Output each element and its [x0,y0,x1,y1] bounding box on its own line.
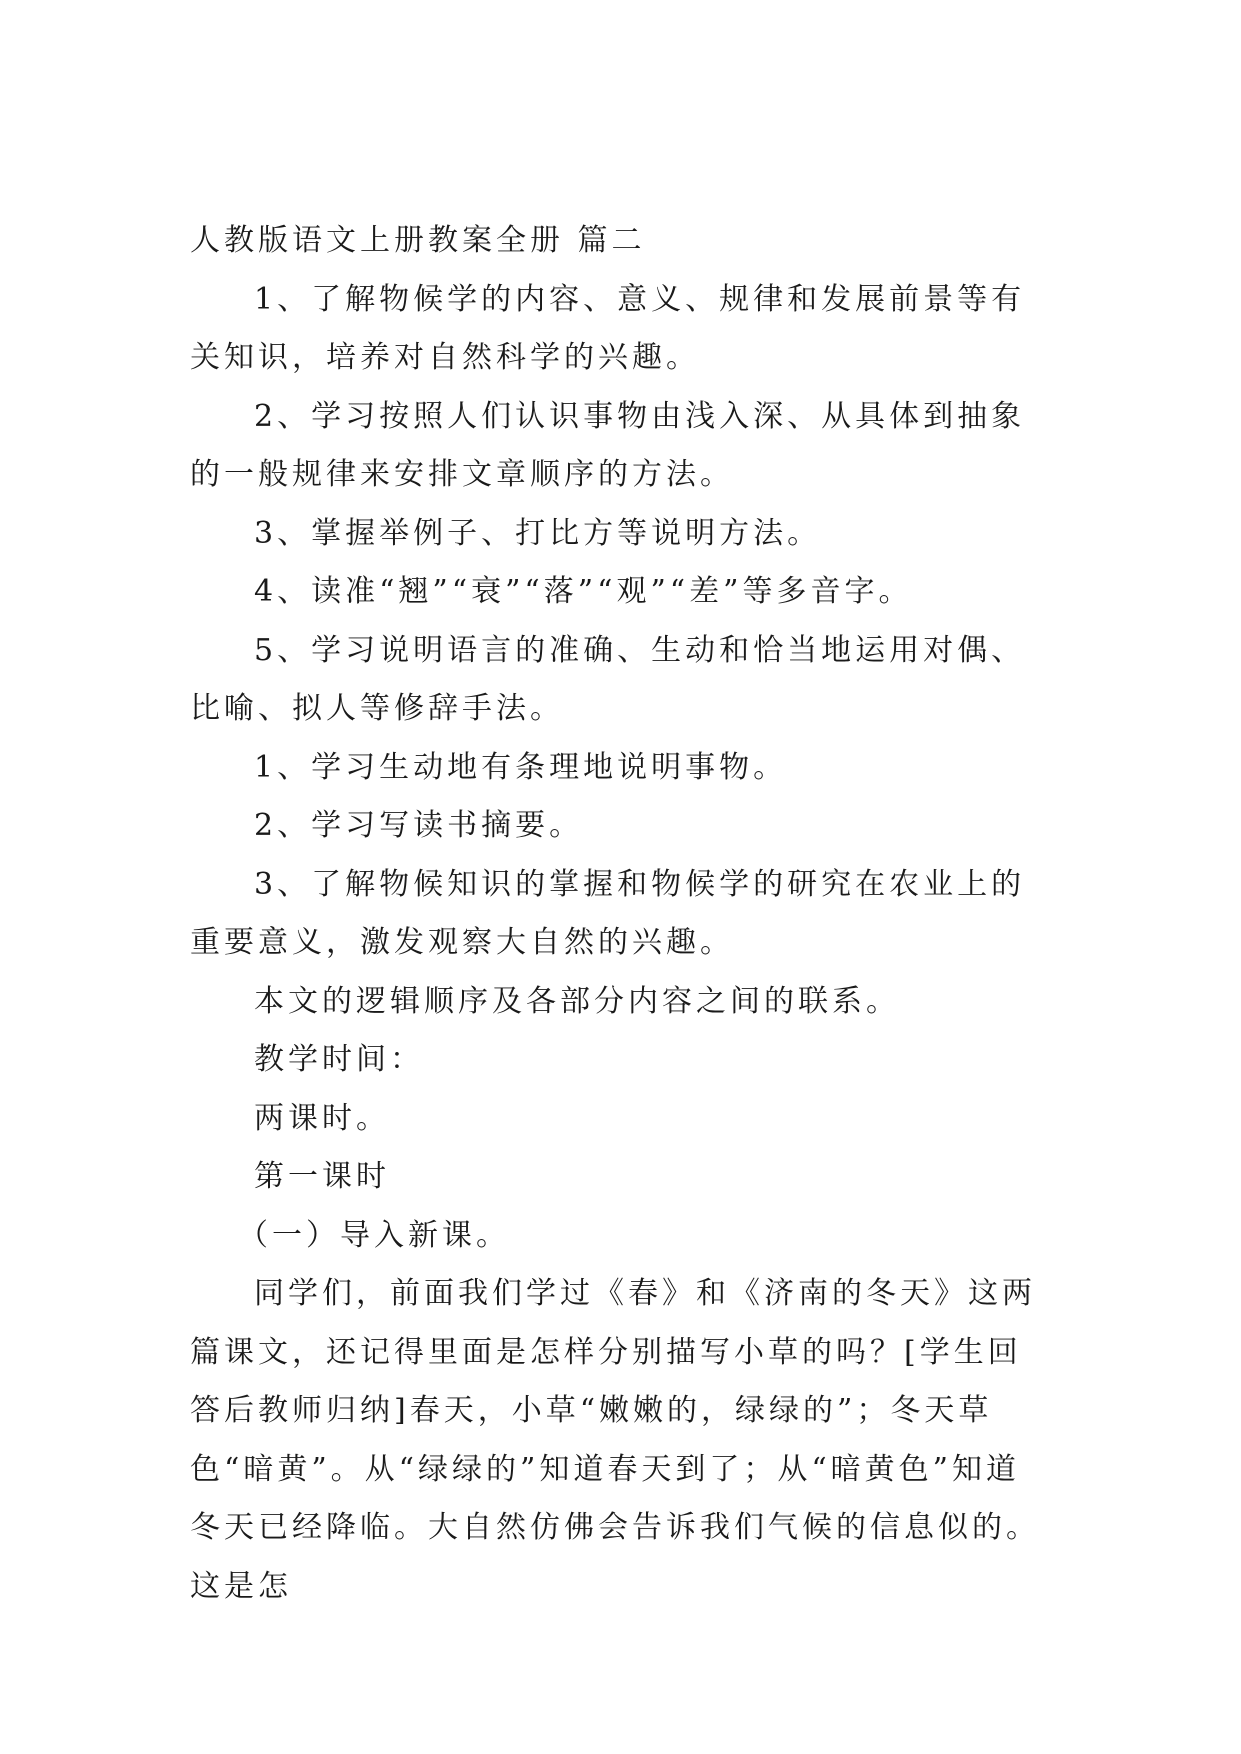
paragraph-introduction: 同学们，前面我们学过《春》和《济南的冬天》这两篇课文，还记得里面是怎样分别描写小草的吗？[学生回答后教师归纳]春天，小草“嫩嫩的，绿绿的”；冬天草色“暗黄”。从“绿绿的”知道春天到了；从“暗黄色”知道冬天已经降临。大自然仿佛会告诉我们气候的信息似的。这是怎 [190,1276,1040,1604]
paragraph-goal-2: 2、学习写读书摘要。 [254,808,584,843]
paragraph-objective-4: 4、读准“翘”“衰”“落”“观”“差”等多音字。 [254,574,913,609]
paragraph-objective-3: 3、掌握举例子、打比方等说明方法。 [254,515,822,551]
paragraph-section-heading: （一）导入新课。 [238,1217,510,1253]
paragraph-teaching-time-value: 两课时。 [254,1100,390,1136]
paragraph-objective-5: 5、学习说明语言的准确、生动和恰当地运用对偶、比喻、拟人等修辞手法。 [190,632,1026,726]
paragraph-teaching-time-label: 教学时间： [254,1042,424,1077]
paragraph-goal-1: 1、学习生动地有条理地说明事物。 [254,749,788,785]
paragraph-objective-1: 1、了解物候学的内容、意义、规律和发展前景等有关知识，培养对自然科学的兴趣。 [190,281,1026,375]
document-body [190,212,1050,1616]
paragraph-objective-2: 2、学习按照人们认识事物由浅入深、从具体到抽象的一般规律来安排文章顺序的方法。 [190,398,1026,492]
paragraph-lesson-heading: 第一课时 [254,1159,390,1194]
document-title: 人教版语文上册教案全册 篇二 [190,223,646,258]
paragraph-goal-3: 3、了解物候知识的掌握和物候学的研究在农业上的重要意义，激发观察大自然的兴趣。 [190,866,1026,960]
paragraph-difficulty: 本文的逻辑顺序及各部分内容之间的联系。 [254,983,900,1019]
